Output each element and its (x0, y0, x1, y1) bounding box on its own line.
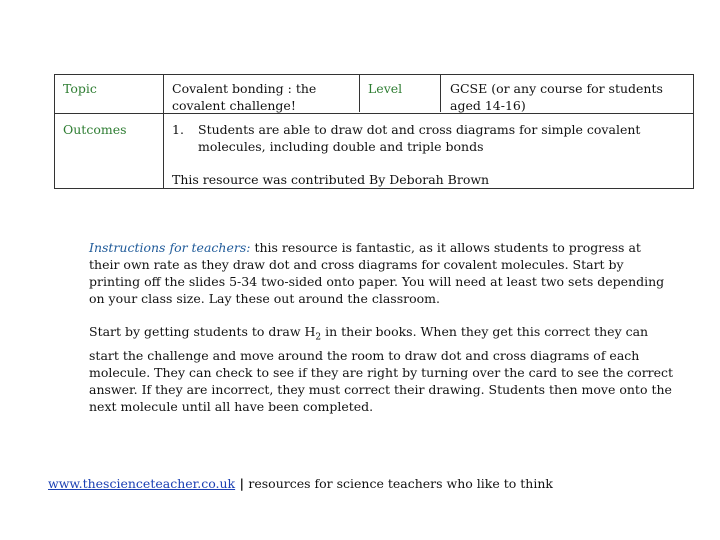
procedure-text-start: Start by getting students to draw H (89, 324, 316, 339)
table-divider (163, 75, 164, 188)
outcome-number: 1. (172, 122, 184, 137)
subscript-2: 2 (315, 332, 322, 343)
instructions-paragraph (89, 239, 674, 307)
lesson-info-table (54, 74, 694, 189)
footer-separator: | (235, 476, 249, 491)
table-divider (440, 75, 441, 112)
footer (48, 475, 553, 492)
topic-value: Covalent bonding : the covalent challenge! (172, 81, 317, 113)
footer-tagline: resources for science teachers who like to think (248, 476, 553, 491)
level-label: Level (368, 81, 403, 96)
table-divider (359, 75, 360, 112)
instructions-text: this resource is fantastic, as it allows students to progress at their own rate as they draw dot and cross diagrams for covalent molecules. Start by printing off the slides 5-34 two-sided onto paper. You will need at least two sets depending on your class size. Lay these out around the classroom. (89, 240, 665, 306)
procedure-paragraph (89, 323, 674, 415)
contributor-note: This resource was contributed By Deborah Brown (172, 172, 490, 187)
outcomes-label: Outcomes (63, 122, 127, 137)
website-link[interactable]: www.thescienceteacher.co.uk (48, 476, 236, 491)
outcome-text: Students are able to draw dot and cross diagrams for simple covalent molecules, including double and triple bonds (198, 122, 641, 154)
procedure-text-rest: in their books. When they get this correct they can start the challenge and move around the room to draw dot and cross diagrams of each molecule. They can check to see if they are right by turning over the card to see the correct answer. If they are incorrect, they must correct their drawing. Students then move onto the next molecule until all have been completed. (89, 324, 674, 414)
topic-label: Topic (63, 81, 97, 96)
instructions-lead: Instructions for teachers: (89, 240, 251, 255)
level-value: GCSE (or any course for students aged 14-16) (450, 81, 663, 113)
